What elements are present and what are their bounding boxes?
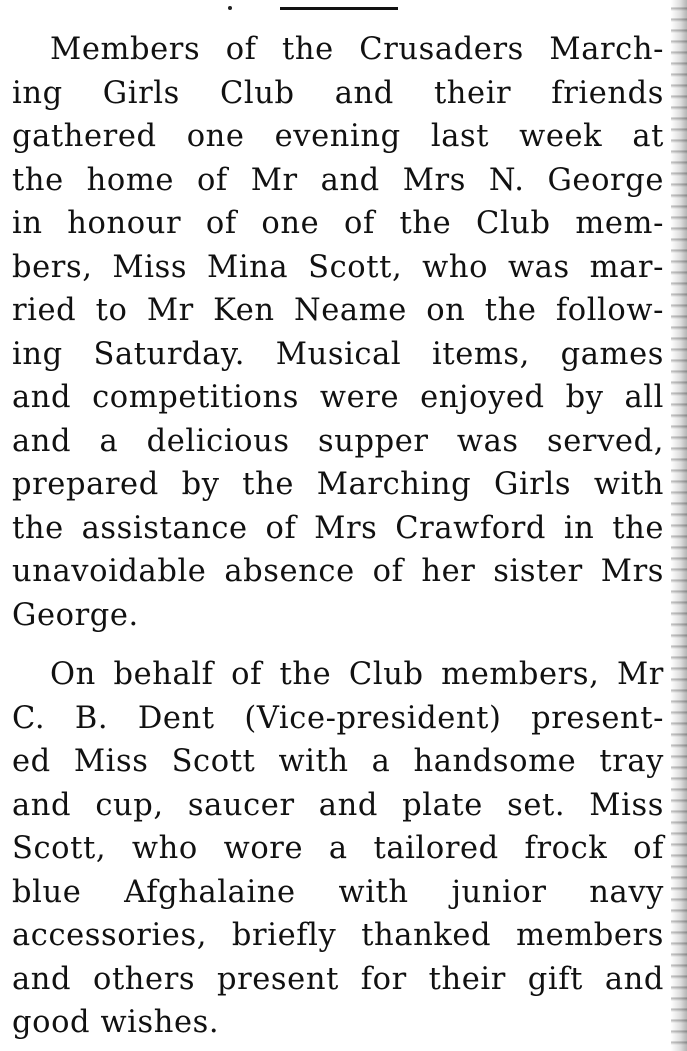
text-line: ed Miss Scott with a handsome tray [12, 744, 664, 779]
print-speck [228, 6, 232, 10]
paragraph-1 [12, 28, 664, 637]
torn-edge [671, 0, 687, 1051]
column-rule [280, 7, 398, 10]
text-line: blue Afghalaine with junior navy [12, 874, 664, 910]
text-line: accessories, briefly thanked members [12, 918, 664, 953]
text-line: gathered one evening last week at [12, 119, 664, 154]
text-line: and competitions were enjoyed by all [12, 380, 664, 415]
paragraph-gap [12, 637, 664, 653]
text-line: ing Saturday. Musical items, games [12, 336, 664, 372]
text-line: and cup, saucer and plate set. Miss [12, 787, 664, 823]
text-line: the home of Mr and Mrs N. George [12, 162, 664, 198]
text-line: Scott, who wore a tailored frock of [12, 831, 664, 866]
text-line: George. [12, 597, 139, 633]
text-line: On behalf of the Club members, Mr [50, 657, 664, 692]
text-line: ing Girls Club and their friends [12, 75, 664, 111]
text-line: unavoidable absence of her sister Mrs [12, 554, 664, 589]
text-line: and a delicious supper was served, [12, 423, 664, 459]
text-line: Members of the Crusaders March- [50, 32, 664, 67]
text-line: ried to Mr Ken Neame on the follow- [12, 293, 664, 328]
article-body [12, 28, 664, 1045]
paragraph-2 [12, 653, 664, 1045]
text-line: good wishes. [12, 1005, 220, 1040]
text-line: bers, Miss Mina Scott, who was mar- [12, 249, 664, 285]
text-line: prepared by the Marching Girls with [12, 467, 664, 502]
text-line: and others present for their gift and [12, 961, 664, 997]
text-line: in honour of one of the Club mem- [12, 206, 664, 241]
text-line: C. B. Dent (Vice-president) present- [12, 700, 664, 736]
text-line: the assistance of Mrs Crawford in the [12, 510, 664, 546]
